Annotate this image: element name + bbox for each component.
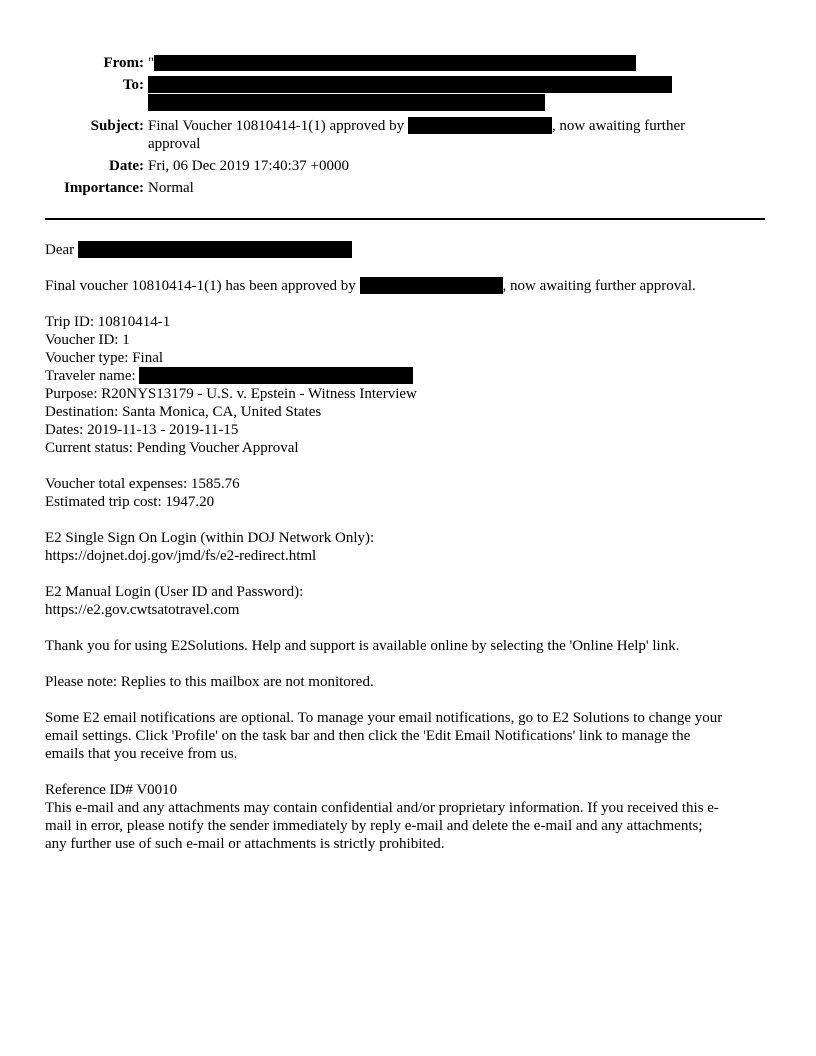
to-label: To: xyxy=(122,77,144,93)
to-value xyxy=(148,76,748,94)
trip-details xyxy=(45,313,773,457)
subject-value: Final Voucher 10810414-1(1) approved by , now awaiting further approval xyxy=(148,118,686,152)
email-body xyxy=(45,241,773,871)
disclaimer: Reference ID# V0010 This e-mail and any attachments may contain confidential and/or proprietary information. If you received this e- mail in error, please notify the sender immediately by reply e-mail and delete the e-mail and any attachments; any further use of such e-mail or attachments is strictly prohibited. xyxy=(45,781,773,853)
subject-label: Subject: xyxy=(90,118,144,134)
from-value xyxy=(148,54,748,72)
cost-summary xyxy=(45,475,773,511)
notification-info: Some E2 email notifications are optional. To manage your email notifications, go to E2 Solutions to change your email settings. Click 'Profile' on the task bar and then click the 'Edit Email Notifications' link to manage the emails that you receive from us. xyxy=(45,710,723,762)
from-label: From: xyxy=(103,55,144,71)
reference-id: Reference ID# V0010 xyxy=(45,782,178,798)
header-divider xyxy=(45,218,765,220)
manual-url[interactable]: https://e2.gov.cwtsatotravel.com xyxy=(45,602,240,618)
estimated-cost: Estimated trip cost: 1947.20 xyxy=(45,494,215,510)
trip-id: Trip ID: 10810414-1 xyxy=(45,314,171,330)
thanks-text: Thank you for using E2Solutions. Help and support is available online by selecting the 'Online Help' link. xyxy=(45,638,680,654)
from-quote: " xyxy=(148,55,155,71)
redaction-box xyxy=(360,277,503,294)
manual-login xyxy=(45,583,773,619)
importance-value: Normal xyxy=(148,180,194,196)
total-expenses: Voucher total expenses: 1585.76 xyxy=(45,476,240,492)
voucher-id: Voucher ID: 1 xyxy=(45,332,130,348)
sso-login xyxy=(45,529,773,565)
sso-label: E2 Single Sign On Login (within DOJ Network Only): xyxy=(45,530,375,546)
greeting: Dear xyxy=(45,241,773,259)
current-status: Current status: Pending Voucher Approval xyxy=(45,440,299,456)
importance-label: Importance: xyxy=(64,180,144,196)
redaction-box xyxy=(78,241,352,258)
redaction-box xyxy=(408,117,552,134)
sso-url[interactable]: https://dojnet.doj.gov/jmd/fs/e2-redirect.html xyxy=(45,548,317,564)
redaction-box xyxy=(148,76,672,93)
date-value: Fri, 06 Dec 2019 17:40:37 +0000 xyxy=(148,158,349,174)
purpose: Purpose: R20NYS13179 - U.S. v. Epstein - Witness Interview xyxy=(45,386,417,402)
destination: Destination: Santa Monica, CA, United States xyxy=(45,404,322,420)
no-reply-note: Please note: Replies to this mailbox are not monitored. xyxy=(45,674,374,690)
dates: Dates: 2019-11-13 - 2019-11-15 xyxy=(45,422,239,438)
redaction-box xyxy=(148,94,545,111)
approval-notice: Final voucher 10810414-1(1) has been approved by , now awaiting further approval. xyxy=(45,278,696,294)
redaction-box xyxy=(139,367,413,384)
date-label: Date: xyxy=(109,158,144,174)
redaction-box xyxy=(154,55,636,71)
manual-label: E2 Manual Login (User ID and Password): xyxy=(45,584,304,600)
traveler-name: Traveler name: xyxy=(45,367,773,385)
voucher-type: Voucher type: Final xyxy=(45,350,164,366)
